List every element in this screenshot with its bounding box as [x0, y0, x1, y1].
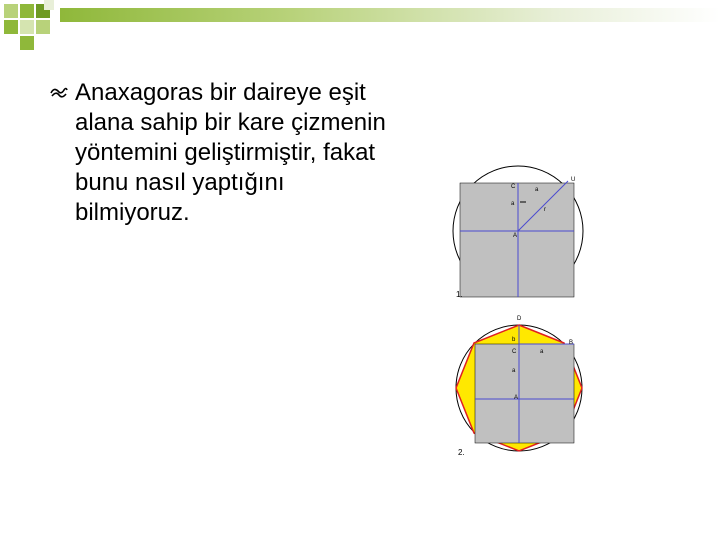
fig1-square — [460, 183, 574, 297]
header-decoration — [0, 0, 720, 60]
figure-1 — [453, 166, 583, 299]
fig2-square — [475, 344, 574, 443]
fig1-label-a-top: a — [535, 187, 539, 193]
fig1-label-A: A — [513, 233, 518, 239]
deco-square — [20, 20, 34, 34]
header-gradient-bar — [60, 8, 720, 22]
deco-square — [4, 20, 18, 34]
fig2-number: 2. — [458, 448, 465, 457]
fig1-label-a-left: a — [511, 201, 515, 207]
deco-square — [4, 4, 18, 18]
fig2-label-A: A — [514, 395, 519, 401]
fig2-label-D: D — [517, 316, 522, 322]
squaring-circle-figure — [448, 155, 598, 465]
deco-square — [20, 36, 34, 50]
deco-square — [20, 4, 34, 18]
bullet-text: Anaxagoras bir daireye eşit alana sahip bir kare çizmenin yöntemini geliştirmiştir, fakat bunu nasıl yaptığını bilmiyoruz. — [75, 79, 386, 226]
fig1-label-U: U — [571, 177, 576, 183]
fig2-label-b: b — [512, 337, 516, 343]
deco-square — [44, 0, 54, 10]
fig1-label-C: C — [511, 184, 516, 190]
fig1-label-r: r — [544, 207, 546, 213]
figure-2 — [456, 316, 582, 457]
deco-square — [36, 20, 50, 34]
scroll-bullet-icon — [50, 86, 68, 100]
fig2-label-B: B — [569, 340, 574, 346]
fig2-label-a-right: a — [540, 349, 544, 355]
fig1-number: 1. — [456, 290, 463, 299]
fig2-label-C: C — [512, 349, 517, 355]
fig2-label-a-left: a — [512, 368, 516, 374]
